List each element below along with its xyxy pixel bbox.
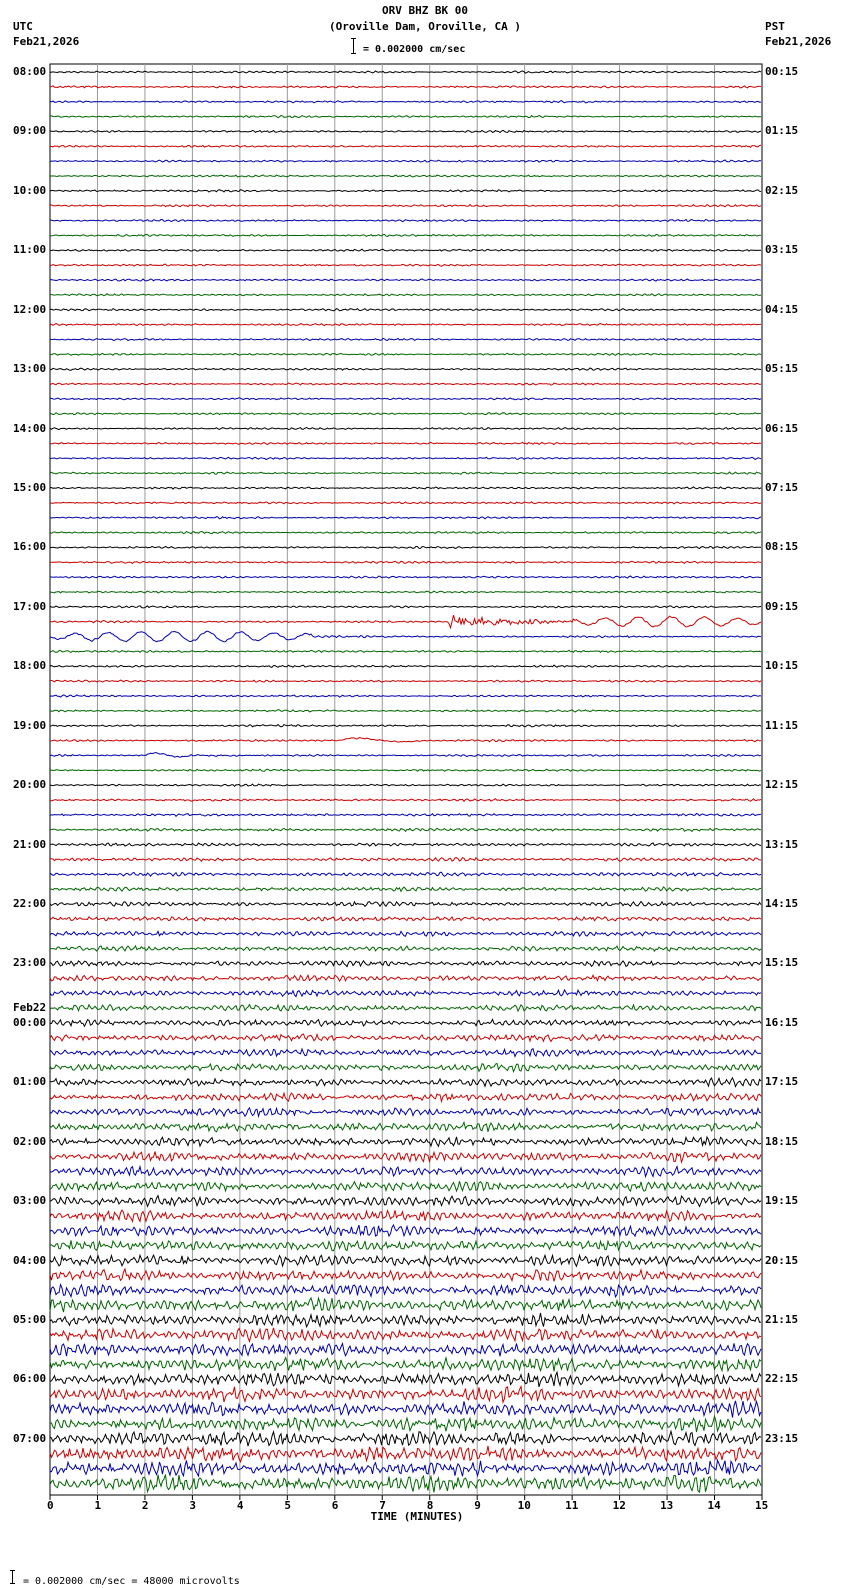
trace-line [50,130,761,132]
left-hour-label: 09:00 [13,124,47,138]
trace-line [50,1269,761,1281]
trace-line [50,101,761,103]
x-tick-label: 3 [189,1499,197,1512]
trace-line [50,517,761,519]
trace-line [50,917,761,921]
trace-line [50,220,761,222]
right-hour-label: 20:15 [765,1253,799,1267]
right-hour-label: 09:15 [765,599,799,613]
left-hour-label: 15:00 [13,480,47,494]
left-hour-label: 22:00 [13,896,47,910]
right-hour-label: 14:15 [765,896,799,910]
trace-line [50,1108,761,1116]
x-tick-label: 12 [612,1499,626,1512]
trace-line [50,294,761,296]
trace-line [50,784,761,786]
trace-line [50,887,761,892]
trace-line [50,1093,761,1101]
trace-line [50,442,761,444]
left-hour-label: 14:00 [13,421,47,435]
x-tick-label: 0 [47,1499,54,1512]
right-hour-label: 10:15 [765,659,799,673]
trace-line [50,1460,761,1476]
trace-line [50,1343,761,1356]
trace-line [50,615,761,628]
left-hour-label: 11:00 [13,243,47,257]
right-hour-label: 07:15 [765,480,799,494]
x-tick-label: 14 [707,1499,721,1512]
right-hour-label: 08:15 [765,540,799,554]
right-hour-label: 23:15 [765,1431,799,1445]
trace-line [50,650,761,652]
trace-line [50,1019,761,1026]
x-tick-label: 4 [236,1499,244,1512]
trace-line [50,205,761,207]
trace-line [50,71,761,73]
trace-line [50,1122,761,1132]
trace-line [50,680,761,682]
trace-line [50,532,761,534]
trace-line [50,472,761,474]
trace-line [50,1152,761,1163]
x-tick-label: 5 [284,1499,291,1512]
left-hour-label: 17:00 [13,599,47,613]
trace-line [50,368,761,370]
footer-scale-note: = 0.002000 cm/sec = 48000 microvolts [23,1576,240,1587]
right-hour-label: 15:15 [765,956,799,970]
trace-line [50,1181,761,1191]
trace-line [50,279,761,281]
trace-line [50,1005,761,1012]
left-date: Feb21,2026 [13,35,80,48]
trace-line [50,872,761,876]
trace-line [50,1416,761,1432]
trace-line [50,799,761,802]
x-tick-label: 9 [474,1499,481,1512]
trace-line [50,1285,761,1297]
trace-line [50,606,761,608]
x-tick-label: 2 [141,1499,149,1512]
right-hour-label: 11:15 [765,718,799,732]
left-hour-label: 05:00 [13,1312,47,1326]
trace-line [50,975,761,981]
trace-line [50,324,761,326]
trace-line [50,695,761,697]
x-tick-label: 15 [755,1499,769,1512]
trace-line [50,631,761,642]
right-hour-label: 18:15 [765,1134,799,1148]
x-axis-label: TIME (MINUTES) [370,1510,464,1523]
trace-line [50,145,761,147]
trace-line [50,115,761,117]
left-hour-label: 18:00 [13,659,47,673]
right-hour-label: 00:15 [765,65,799,78]
x-tick-label: 10 [517,1499,531,1512]
trace-line [50,546,761,548]
trace-line [50,86,761,88]
left-hour-label: 19:00 [13,718,47,732]
trace-line [50,1255,761,1266]
trace-line [50,309,761,311]
trace-line [50,561,761,563]
trace-line [50,769,761,771]
trace-line [50,753,761,758]
left-hour-label: 13:00 [13,362,47,376]
right-hour-label: 04:15 [765,302,799,316]
trace-line [50,990,761,997]
trace-line [50,902,761,907]
trace-line [50,1446,761,1462]
left-hour-label: 03:00 [13,1194,47,1208]
trace-line [50,946,761,951]
right-hour-label: 22:15 [765,1372,799,1386]
left-timezone: UTC [13,20,33,33]
left-hour-label: 06:00 [13,1372,47,1386]
trace-line [50,1049,761,1057]
right-hour-label: 17:15 [765,1075,799,1089]
right-hour-label: 06:15 [765,421,799,435]
x-tick-label: 7 [379,1499,386,1512]
right-hour-label: 13:15 [765,837,799,851]
trace-line [50,175,761,177]
x-tick-label: 13 [660,1499,674,1512]
trace-line [50,1078,761,1087]
right-hour-label: 16:15 [765,1015,799,1029]
right-hour-label: 01:15 [765,124,799,138]
trace-line [50,487,761,489]
trace-line [50,1372,761,1387]
trace-line [50,502,761,504]
left-hour-label: 07:00 [13,1431,47,1445]
scale-label: = 0.002000 cm/sec [363,44,466,55]
left-hour-label: 10:00 [13,183,47,197]
trace-line [50,1313,761,1327]
trace-line [50,190,761,192]
trace-line [50,413,761,415]
trace-line [50,428,761,430]
date-change-label: Feb22 [13,1000,47,1014]
trace-line [50,1034,761,1041]
trace-line [50,1431,761,1446]
trace-line [50,383,761,385]
trace-line [50,725,761,727]
trace-line [50,591,761,593]
chart-subtitle: (Oroville Dam, Oroville, CA ) [328,20,522,33]
trace-line [50,665,761,667]
right-hour-label: 12:15 [765,778,799,792]
trace-line [50,234,761,236]
trace-line [50,160,761,162]
right-date: Feb21,2026 [765,35,832,48]
trace-line [50,843,761,846]
trace-line [50,576,761,578]
trace-line [50,961,761,967]
footer-scale-icon [10,1570,15,1584]
trace-line [50,338,761,340]
trace-line [50,1328,761,1342]
right-hour-label: 21:15 [765,1312,799,1326]
trace-line [50,1210,761,1221]
x-tick-label: 8 [426,1499,434,1512]
right-hour-label: 03:15 [765,243,799,257]
trace-line [50,1401,761,1418]
x-tick-label: 11 [565,1499,579,1512]
left-hour-label: 12:00 [13,302,47,316]
right-timezone: PST [765,20,785,33]
right-hour-label: 05:15 [765,362,799,376]
trace-line [50,1240,761,1250]
trace-line [50,828,761,831]
left-hour-label: 08:00 [13,65,47,78]
trace-line [50,249,761,251]
right-hour-label: 02:15 [765,183,799,197]
trace-line [50,398,761,400]
trace-line [50,1387,761,1403]
trace-line [50,1298,761,1312]
left-hour-label: 16:00 [13,540,47,554]
trace-line [50,1225,761,1236]
left-hour-label: 04:00 [13,1253,47,1267]
trace-line [50,1358,761,1372]
trace-line [50,1475,761,1493]
trace-line [50,1137,761,1146]
trace-line [50,931,761,936]
trace-line [50,738,761,743]
left-hour-label: 21:00 [13,837,47,851]
right-hour-label: 19:15 [765,1194,799,1208]
trace-line [50,1196,761,1207]
trace-line [50,1167,761,1177]
trace-line [50,858,761,862]
plot-frame [50,64,762,1495]
trace-line [50,457,761,459]
x-tick-label: 6 [331,1499,339,1512]
left-hour-label: 02:00 [13,1134,47,1148]
trace-line [50,353,761,355]
x-tick-label: 1 [94,1499,102,1512]
left-hour-label: 23:00 [13,956,47,970]
trace-line [50,1063,761,1071]
left-hour-label: 20:00 [13,778,47,792]
trace-line [50,710,761,712]
trace-line [50,264,761,266]
left-hour-label: 00:00 [13,1015,47,1029]
left-hour-label: 01:00 [13,1075,47,1089]
chart-title: ORV BHZ BK 00 [381,4,469,17]
trace-line [50,814,761,817]
